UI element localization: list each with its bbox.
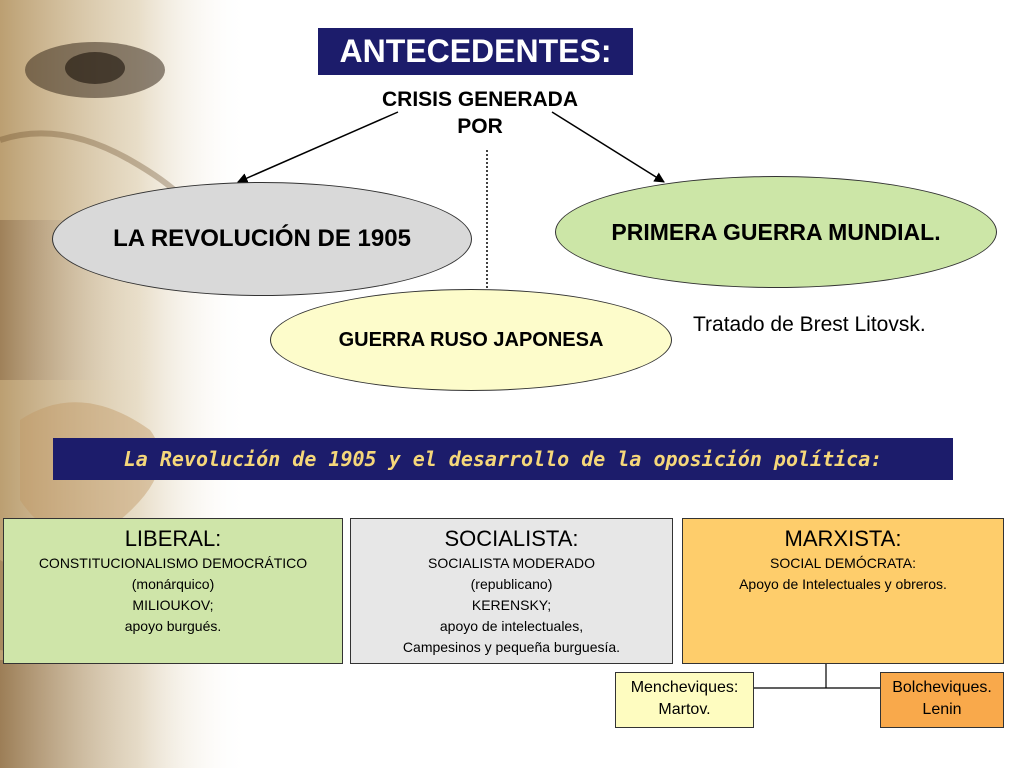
crisis-line-2: POR [457, 115, 503, 138]
tratado-note: Tratado de Brest Litovsk. [693, 313, 926, 336]
liberal-line: MILIOUKOV; [132, 597, 214, 613]
socialista-heading: SOCIALISTA: [444, 526, 579, 551]
bolcheviques-label: Bolcheviques. [892, 679, 992, 696]
crisis-label [330, 86, 630, 140]
mencheviques-label: Mencheviques: [630, 679, 739, 696]
liberal-panel [3, 518, 343, 664]
mencheviques-box [615, 672, 754, 728]
marxista-line: Apoyo de Intelectuales y obreros. [739, 576, 947, 592]
marxista-heading: MARXISTA: [784, 526, 902, 551]
primera-guerra-mundial-node: PRIMERA GUERRA MUNDIAL. [555, 176, 997, 288]
socialista-panel [350, 518, 673, 664]
socialista-line: (republicano) [470, 576, 553, 592]
marxista-line: SOCIAL DEMÓCRATA: [770, 555, 916, 571]
marxista-panel [682, 518, 1004, 664]
socialista-line: KERENSKY; [471, 597, 552, 613]
socialista-line: SOCIALISTA MODERADO [428, 555, 595, 571]
liberal-line: apoyo burgués. [124, 618, 222, 634]
liberal-heading: LIBERAL: [124, 526, 222, 551]
crisis-line-1: CRISIS GENERADA [381, 88, 579, 111]
mencheviques-leader: Martov. [658, 701, 711, 718]
guerra-ruso-japonesa-node: GUERRA RUSO JAPONESA [270, 289, 672, 391]
socialista-line: Campesinos y pequeña burguesía. [402, 639, 621, 655]
page-title: ANTECEDENTES: [318, 28, 633, 75]
liberal-line: (monárquico) [131, 576, 215, 592]
section-subtitle: La Revolución de 1905 y el desarrollo de la oposición política: [53, 438, 953, 480]
bolcheviques-box [880, 672, 1004, 728]
bolcheviques-leader: Lenin [922, 701, 962, 718]
revolucion-1905-node: LA REVOLUCIÓN DE 1905 [52, 182, 472, 296]
liberal-line: CONSTITUCIONALISMO DEMOCRÁTICO [38, 555, 308, 571]
socialista-line: apoyo de intelectuales, [439, 618, 584, 634]
